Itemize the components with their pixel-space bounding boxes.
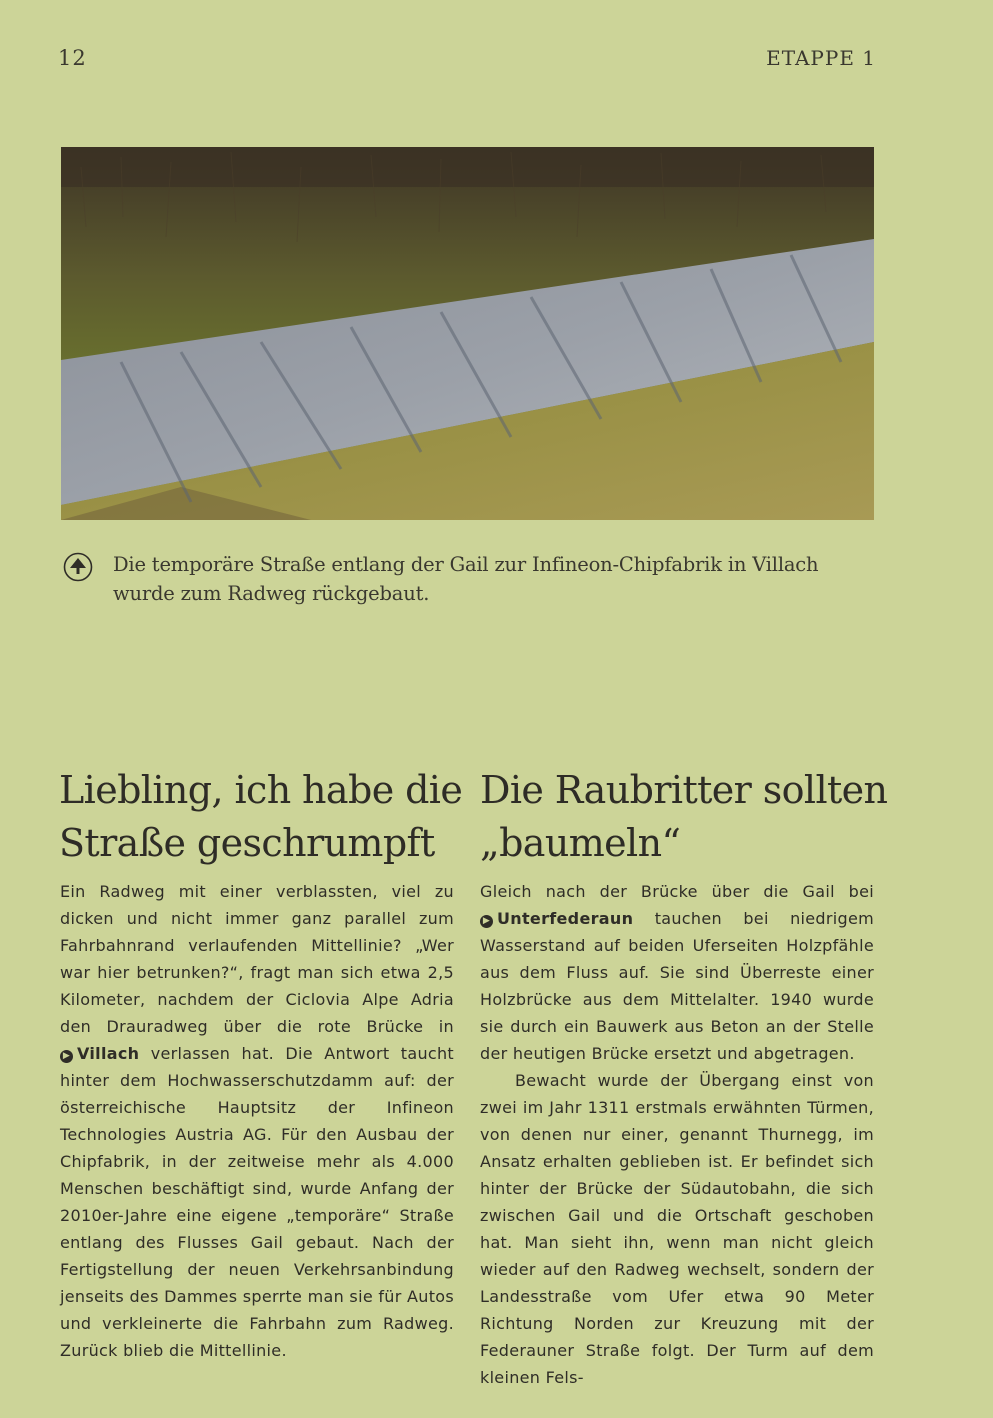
running-head: ETAPPE 1 [766, 46, 876, 70]
arrow-up-circle-icon [63, 552, 93, 582]
article-body-left [60, 878, 454, 1364]
paragraph-text: tauchen bei niedrigem Wasserstand auf beiden Uferseiten Holzpfähle aus dem Fluss auf. Sie sind Überreste einer Holzbrücke aus dem Mittelalter. 1940 wurde sie durch ein Bauwerk aus Beton an der Stelle der heutigen Brücke ersetzt und abgetragen. [480, 909, 874, 1063]
road-photo-graphic [61, 147, 874, 520]
photo-caption: Die temporäre Straße entlang der Gail zur Infineon-Chipfabrik in Villach wurde zum Radweg rückgebaut. [113, 553, 819, 605]
location-link[interactable] [480, 909, 633, 928]
article-heading-right: Die Raubritter sollten „baumeln“ [480, 768, 888, 865]
location-name: Villach [77, 1044, 140, 1063]
paragraph [480, 878, 874, 1067]
location-link[interactable] [60, 1044, 139, 1063]
paragraph: Bewacht wurde der Übergang einst von zwei im Jahr 1311 erstmals erwähnten Türmen, von denen nur einer, genannt Thurnegg, im Ansatz erhalten geblieben ist. Er befindet sich hinter der Brücke der Südautobahn, die sich zwischen Gail und die Ortschaft geschoben hat. Man sieht ihn, wenn man nicht gleich wieder auf den Radweg wechselt, sondern der Landesstraße vom Ufer etwa 90 Meter Richtung Norden zur Kreuzung mit der Federauner Straße folgt. Der Turm auf dem kleinen Fels- [480, 1071, 874, 1387]
location-arrow-icon: ▶ [60, 1050, 73, 1063]
article-body-right [480, 878, 874, 1391]
paragraph-text: Ein Radweg mit einer verblassten, viel zu dicken und nicht immer ganz parallel zum Fahrbahnrand verlaufenden Mittellinie? „Wer war hier betrunken?“, fragt man sich etwa 2,5 Kilometer, nachdem der Ciclovia Alpe Adria den Drauradweg über die rote Brücke in [60, 882, 454, 1036]
paragraph [60, 878, 454, 1364]
location-name: Unterfederaun [497, 909, 634, 928]
road-photo [61, 147, 874, 520]
paragraph-text: verlassen hat. Die Antwort taucht hinter dem Hochwasserschutzdamm auf: der österreichische Hauptsitz der Infineon Technologies Austria AG. Für den Ausbau der Chipfabrik, in der zeitweise mehr als 4.000 Menschen beschäftigt sind, wurde Anfang der 2010er-Jahre eine eigene „temporäre“ Straße entlang des Flusses Gail gebaut. Nach der Fertigstellung der neuen Verkehrsanbindung jenseits des Dammes sperrte man sie für Autos und verkleinerte die Fahrbahn zum Radweg. Zurück blieb die Mittellinie. [60, 1044, 454, 1360]
paragraph-text: Gleich nach der Brücke über die Gail bei [480, 882, 874, 901]
location-arrow-icon: ▶ [480, 915, 493, 928]
page-number: 12 [58, 46, 87, 70]
article-heading-left: Liebling, ich habe die Straße geschrumpft [59, 768, 463, 865]
